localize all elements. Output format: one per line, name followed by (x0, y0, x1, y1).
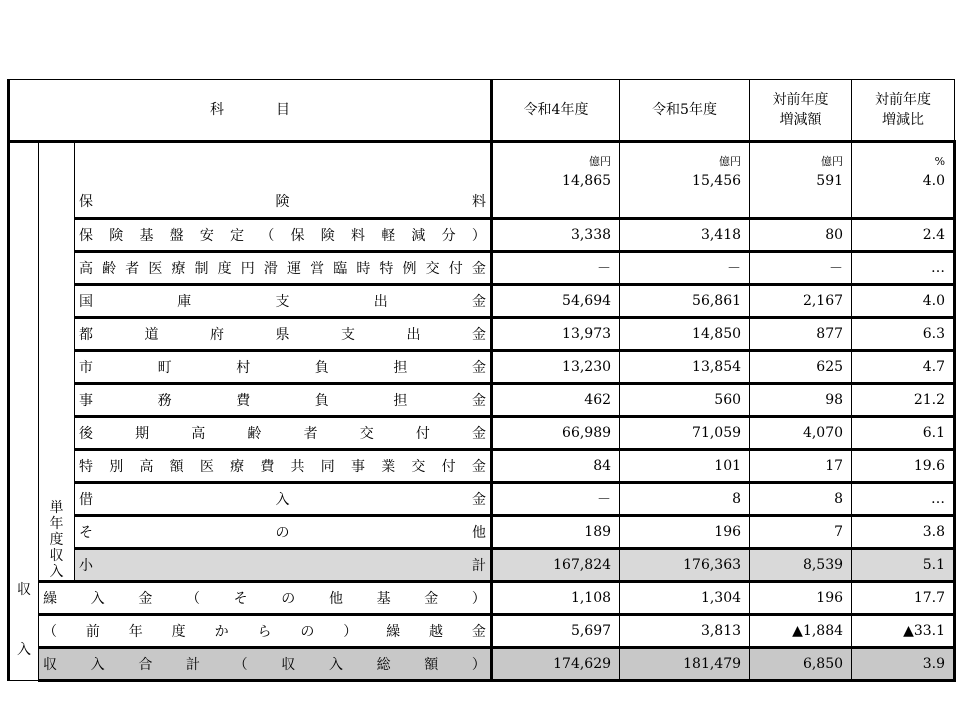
header-col-r4: 令和4年度 (492, 80, 620, 142)
cell-r5: 14,850 (620, 318, 750, 351)
row-label: 特 別 高 額 医 療 費 共 同 事 業 交 付 金 (75, 450, 492, 483)
cell-r4: 84 (492, 450, 620, 483)
table-row (9, 483, 955, 516)
row-label: 事 務 費 負 担 金 (75, 384, 492, 417)
group-income-char: 収 (17, 582, 31, 598)
header-col-diff (750, 80, 852, 142)
cell-ratio: 6.3 (852, 318, 955, 351)
cell-r4: 3,338 (492, 219, 620, 252)
cell-ratio: ▲33.1 (852, 615, 955, 648)
cell-r4: － (492, 252, 620, 285)
group-single-year-char: 年 (49, 516, 64, 532)
cell-r4: 167,824 (492, 549, 620, 582)
group-income-label (9, 142, 39, 681)
cell-diff: 625 (750, 351, 852, 384)
cell-r5: 1,304 (620, 582, 750, 615)
unit-label: 億円 (821, 155, 844, 168)
table-row (9, 252, 955, 285)
group-single-year-label (39, 142, 75, 582)
row-label: 保 険 料 (75, 142, 492, 219)
table-row (9, 318, 955, 351)
row-label: （ 前 年 度 か ら の ） 繰 越 金 (39, 615, 492, 648)
cell-diff: 80 (750, 219, 852, 252)
unit-label: % (934, 155, 946, 168)
cell-r4: 174,629 (492, 648, 620, 681)
cell-ratio: … (852, 483, 955, 516)
table-row (9, 219, 955, 252)
unit-label: 億円 (589, 155, 612, 168)
cell-r4: － (492, 483, 620, 516)
row-label: 小 計 (75, 549, 492, 582)
cell-diff: 2,167 (750, 285, 852, 318)
subtotal-row (9, 549, 955, 582)
cell-r5: 101 (620, 450, 750, 483)
group-income-char: 入 (17, 642, 31, 658)
cell-ratio: 17.7 (852, 582, 955, 615)
table-row (9, 285, 955, 318)
table-row (9, 615, 955, 648)
cell-r4: 億円 14,865 (492, 142, 620, 219)
cell-ratio: 2.4 (852, 219, 955, 252)
cell-r5: 71,059 (620, 417, 750, 450)
row-label: 後 期 高 齢 者 交 付 金 (75, 417, 492, 450)
cell-r4: 462 (492, 384, 620, 417)
cell-r4: 13,230 (492, 351, 620, 384)
cell-diff: 4,070 (750, 417, 852, 450)
cell-ratio: 21.2 (852, 384, 955, 417)
cell-ratio: 5.1 (852, 549, 955, 582)
cell-ratio: 3.9 (852, 648, 955, 681)
cell-ratio: 4.0 (852, 285, 955, 318)
cell-ratio: … (852, 252, 955, 285)
cell-ratio: 6.1 (852, 417, 955, 450)
header-item (9, 80, 492, 142)
table-row (9, 450, 955, 483)
cell-diff: 877 (750, 318, 852, 351)
group-single-year-char: 入 (49, 564, 64, 580)
cell-r4: 54,694 (492, 285, 620, 318)
cell-diff: － (750, 252, 852, 285)
cell-r5: － (620, 252, 750, 285)
row-label: 高 齢 者 医 療 制 度 円 滑 運 営 臨 時 特 例 交 付 金 (75, 252, 492, 285)
header-col-ratio (852, 80, 955, 142)
cell-diff: ▲1,884 (750, 615, 852, 648)
table-row (9, 384, 955, 417)
header-col-r5: 令和5年度 (620, 80, 750, 142)
cell-r5: 560 (620, 384, 750, 417)
cell-r4: 189 (492, 516, 620, 549)
cell-diff: 億円 591 (750, 142, 852, 219)
cell-r5: 3,813 (620, 615, 750, 648)
table-row (9, 582, 955, 615)
row-label: 保 険 基 盤 安 定 （ 保 険 料 軽 減 分 ） (75, 219, 492, 252)
revenue-table (7, 79, 956, 682)
cell-diff: 196 (750, 582, 852, 615)
cell-diff: 8 (750, 483, 852, 516)
cell-r5: 181,479 (620, 648, 750, 681)
row-label: 国 庫 支 出 金 (75, 285, 492, 318)
total-row (9, 648, 955, 681)
cell-diff: 6,850 (750, 648, 852, 681)
header-col-diff-line1: 対前年度 (772, 92, 829, 108)
cell-diff: 98 (750, 384, 852, 417)
cell-r5: 13,854 (620, 351, 750, 384)
cell-r4: 5,697 (492, 615, 620, 648)
cell-r5: 56,861 (620, 285, 750, 318)
cell-ratio: 19.6 (852, 450, 955, 483)
row-label: 借 入 金 (75, 483, 492, 516)
row-label: 繰 入 金 （ そ の 他 基 金 ） (39, 582, 492, 615)
header-col-ratio-line1: 対前年度 (875, 92, 932, 108)
row-label: そ の 他 (75, 516, 492, 549)
cell-r5: 196 (620, 516, 750, 549)
cell-r4: 1,108 (492, 582, 620, 615)
cell-ratio: % 4.0 (852, 142, 955, 219)
table-row (9, 516, 955, 549)
row-label: 市 町 村 負 担 金 (75, 351, 492, 384)
cell-diff: 17 (750, 450, 852, 483)
cell-r5: 億円 15,456 (620, 142, 750, 219)
cell-r5: 8 (620, 483, 750, 516)
header-row (9, 80, 955, 142)
table-row (9, 351, 955, 384)
cell-diff: 8,539 (750, 549, 852, 582)
group-single-year-char: 収 (49, 548, 64, 564)
cell-diff: 7 (750, 516, 852, 549)
cell-r4: 66,989 (492, 417, 620, 450)
cell-ratio: 4.7 (852, 351, 955, 384)
group-single-year-char: 単 (49, 500, 64, 516)
header-col-ratio-line2: 増減比 (882, 112, 925, 128)
table-row (9, 142, 955, 219)
header-col-diff-line2: 増減額 (779, 112, 822, 128)
row-label: 都 道 府 県 支 出 金 (75, 318, 492, 351)
row-label: 収 入 合 計 （ 収 入 総 額 ） (39, 648, 492, 681)
cell-ratio: 3.8 (852, 516, 955, 549)
group-single-year-char: 度 (49, 532, 64, 548)
cell-r5: 3,418 (620, 219, 750, 252)
unit-label: 億円 (719, 155, 742, 168)
cell-r5: 176,363 (620, 549, 750, 582)
header-item-label: 科 目 (210, 102, 291, 118)
table-row (9, 417, 955, 450)
cell-r4: 13,973 (492, 318, 620, 351)
